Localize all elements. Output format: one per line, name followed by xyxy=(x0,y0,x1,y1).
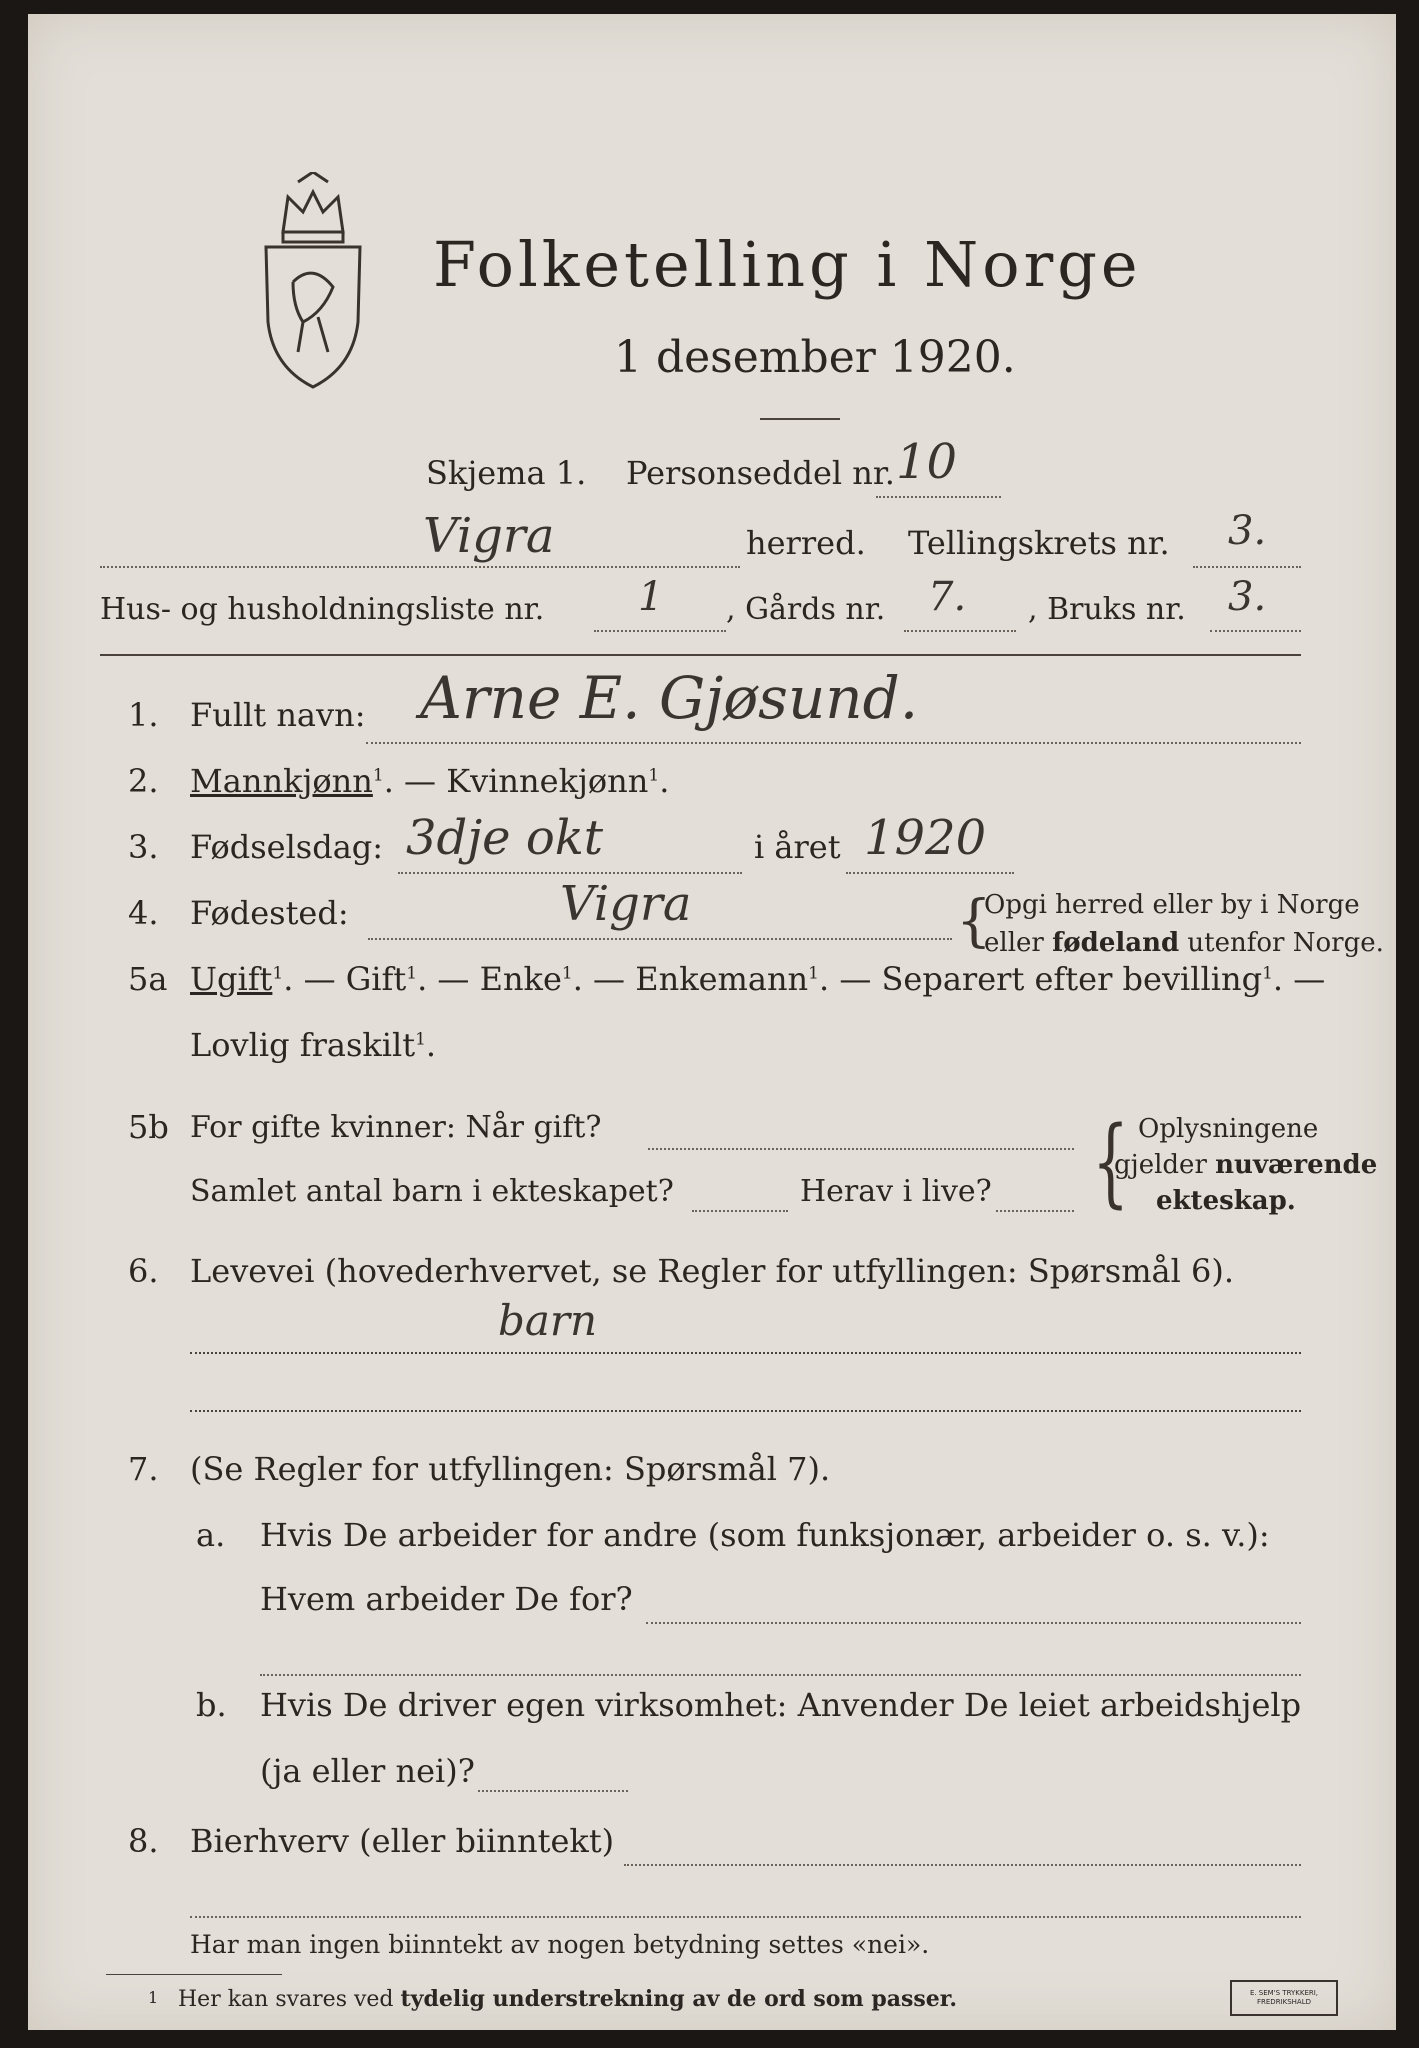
q7b-number: b. xyxy=(196,1686,227,1724)
q6-line-2 xyxy=(190,1410,1301,1412)
q5a-line-2: Lovlig fraskilt$^1$. xyxy=(190,1026,437,1064)
q1-number: 1. xyxy=(128,696,159,734)
form-title: Folketelling i Norge xyxy=(433,228,1142,301)
q5b-line-2 xyxy=(692,1210,788,1212)
coat-of-arms-icon xyxy=(258,172,368,392)
q5b-number: 5b xyxy=(128,1108,169,1146)
q3-label: Fødselsdag: xyxy=(190,828,384,866)
q5b-line-3 xyxy=(996,1210,1074,1212)
q7a-line-1 xyxy=(646,1622,1301,1624)
q3-year-label: i året xyxy=(754,828,841,866)
q6-label: Levevei (hovederhvervet, se Regler for utfyllingen: Spørsmål 6). xyxy=(190,1252,1235,1290)
tellingskrets-value: 3. xyxy=(1228,508,1267,554)
q7a-label: Hvis De arbeider for andre (som funksjonær, arbeider o. s. v.): xyxy=(260,1516,1270,1554)
q8-label: Bierhverv (eller biinntekt) xyxy=(190,1822,615,1860)
herred-line xyxy=(100,566,740,568)
q8-line-1 xyxy=(624,1864,1301,1866)
q7a-number: a. xyxy=(196,1516,226,1554)
q4-label: Fødested: xyxy=(190,894,349,932)
q7b-label-2: (ja eller nei)? xyxy=(260,1752,475,1790)
census-form-page xyxy=(28,14,1396,2030)
q6-number: 6. xyxy=(128,1252,159,1290)
q8-note: Har man ingen biinntekt av nogen betydning settes «nei». xyxy=(190,1930,930,1959)
herred-label: herred. xyxy=(746,524,866,562)
q2-number: 2. xyxy=(128,762,159,800)
q3-number: 3. xyxy=(128,828,159,866)
q2-mannkjonn: Mannkjønn xyxy=(190,762,373,800)
tellingskrets-line xyxy=(1193,566,1301,568)
q5b-note-3: ekteskap. xyxy=(1156,1186,1296,1216)
footnote-rule xyxy=(106,1974,282,1975)
q4-brace: { xyxy=(956,889,992,954)
q3-line xyxy=(398,872,742,874)
gards-label: , Gårds nr. xyxy=(726,592,886,627)
q5b-label-1: For gifte kvinner: Når gift? xyxy=(190,1110,602,1145)
q3-year-line xyxy=(846,872,1014,874)
q4-value: Vigra xyxy=(560,876,692,932)
schema-label: Skjema 1. xyxy=(426,454,587,492)
q4-number: 4. xyxy=(128,894,159,932)
husliste-value: 1 xyxy=(638,574,664,620)
q4-line xyxy=(368,938,952,940)
census-date: 1 desember 1920. xyxy=(614,332,1016,383)
q6-value: barn xyxy=(498,1296,598,1345)
q2-kvinnekjonn: Kvinnekjønn xyxy=(446,762,649,800)
footnote-number: 1 xyxy=(148,1988,159,2007)
q5b-brace: { xyxy=(1092,1106,1129,1218)
q1-value: Arne E. Gjøsund. xyxy=(420,664,919,732)
q6-line-1 xyxy=(190,1352,1301,1354)
q4-note-2: eller fødeland utenfor Norge. xyxy=(984,928,1384,958)
bruks-line xyxy=(1210,630,1301,632)
husliste-line xyxy=(594,630,726,632)
q5b-label-2: Samlet antal barn i ekteskapet? xyxy=(190,1174,674,1209)
q5b-note-2: gjelder nuværende xyxy=(1114,1150,1378,1180)
q3-year-value: 1920 xyxy=(864,810,987,866)
q5a-number: 5a xyxy=(128,960,168,998)
q7b-line xyxy=(478,1790,628,1792)
header-rule xyxy=(100,654,1301,656)
personseddel-label: Personseddel nr. xyxy=(626,454,895,492)
herred-value: Vigra xyxy=(423,508,555,564)
printer-stamp: E. SEM'S TRYKKERI, FREDRIKSHALD xyxy=(1230,1980,1338,2016)
q5a-ugift: Ugift xyxy=(190,960,273,998)
q7a-line-2 xyxy=(260,1674,1301,1676)
q7a-label-2: Hvem arbeider De for? xyxy=(260,1580,633,1618)
husliste-label: Hus- og husholdningsliste nr. xyxy=(100,592,545,627)
q5b-note-1: Oplysningene xyxy=(1138,1114,1319,1144)
personseddel-line xyxy=(876,496,1001,498)
tellingskrets-label: Tellingskrets nr. xyxy=(908,524,1170,562)
q5b-line-1 xyxy=(648,1148,1074,1150)
bruks-value: 3. xyxy=(1228,574,1267,620)
q5a-options: Ugift$^1$. — Gift$^1$. — Enke$^1$. — Enkemann$^1$. — Separert efter bevilling$^1$. — xyxy=(190,960,1326,998)
q7b-label: Hvis De driver egen virksomhet: Anvender De leiet arbeidshjelp xyxy=(260,1686,1302,1724)
q1-line xyxy=(366,742,1301,744)
personseddel-value: 10 xyxy=(896,434,958,490)
gards-line xyxy=(904,630,1016,632)
gards-value: 7. xyxy=(928,574,967,620)
q5b-label-3: Herav i live? xyxy=(800,1174,992,1209)
q7-label: (Se Regler for utfyllingen: Spørsmål 7). xyxy=(190,1450,831,1488)
q3-value: 3dje okt xyxy=(406,810,604,866)
q4-note-1: Opgi herred eller by i Norge xyxy=(984,890,1360,920)
q7-number: 7. xyxy=(128,1450,159,1488)
q8-line-2 xyxy=(190,1916,1301,1918)
q1-label: Fullt navn: xyxy=(190,696,366,734)
footnote-text: Her kan svares ved tydelig understrekning av de ord som passer. xyxy=(178,1986,958,2012)
q8-number: 8. xyxy=(128,1822,159,1860)
bruks-label: , Bruks nr. xyxy=(1028,592,1186,627)
title-rule xyxy=(760,418,840,420)
q2-options: Mannkjønn$^1$. — Kvinnekjønn$^1$. xyxy=(190,762,670,800)
